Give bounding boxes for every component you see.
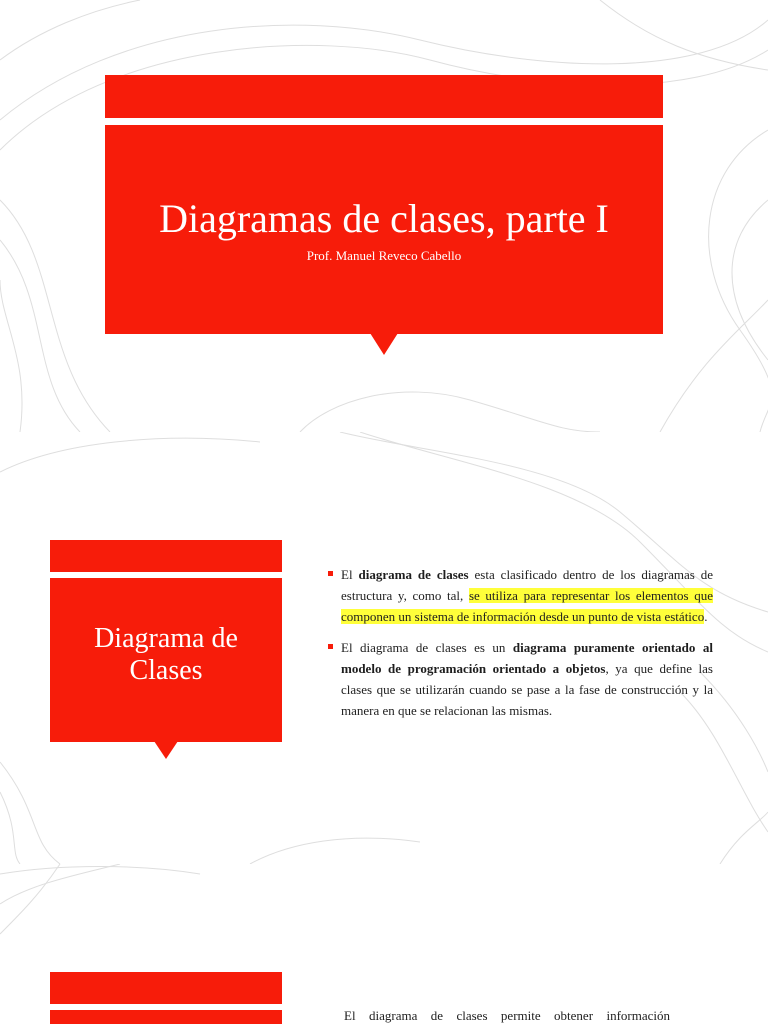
- bullet-square-icon: [328, 571, 333, 576]
- slide-2: [0, 432, 768, 864]
- bullet-1-text-b: esta clasificado dentro de los diagramas de estructura y, como tal,: [341, 567, 714, 603]
- title-top-bar: [105, 75, 663, 118]
- bullet-1-text-c: .: [704, 609, 708, 624]
- bullet-1-highlight: se utiliza para representar los elementos que componen un sistema de información desde un punto de vista estático: [341, 588, 713, 624]
- bullet-1-text-a: El: [341, 567, 359, 582]
- bullet-item-2: [327, 637, 713, 721]
- bullet-2-text-b: , ya que define las clases que se utilizarán cuando se pase a la fase de construcción y la manera en que se relacionan las mismas.: [341, 661, 713, 718]
- section-top-bar: [50, 540, 282, 572]
- slide-subtitle: Prof. Manuel Reveco Cabello: [306, 248, 462, 263]
- section-title: [50, 623, 282, 687]
- section-title-box: [50, 1010, 282, 1024]
- bullet-item-1: [327, 564, 713, 627]
- section-title-line-1: Diagrama de: [94, 623, 238, 654]
- slide-3: [0, 864, 768, 1024]
- title-box-pointer: [370, 333, 398, 357]
- bullet-2-text-a: El diagrama de clases es un: [341, 640, 513, 655]
- slide-1: [0, 0, 768, 432]
- section-top-bar: [50, 972, 282, 1004]
- slide-title: Diagramas de clases, parte I: [159, 196, 609, 241]
- bullet-list: [327, 564, 713, 731]
- section-box-pointer: [154, 741, 178, 761]
- bullet-1-bold: diagrama de clases: [358, 567, 469, 582]
- slide-3-body-text: El diagrama de clases permite obtener información: [344, 1008, 670, 1023]
- bullet-square-icon: [328, 644, 333, 649]
- section-title-line-2: Clases: [129, 655, 203, 686]
- bullet-2-bold: diagrama puramente orientado al modelo de programación orientado a objetos: [341, 640, 714, 676]
